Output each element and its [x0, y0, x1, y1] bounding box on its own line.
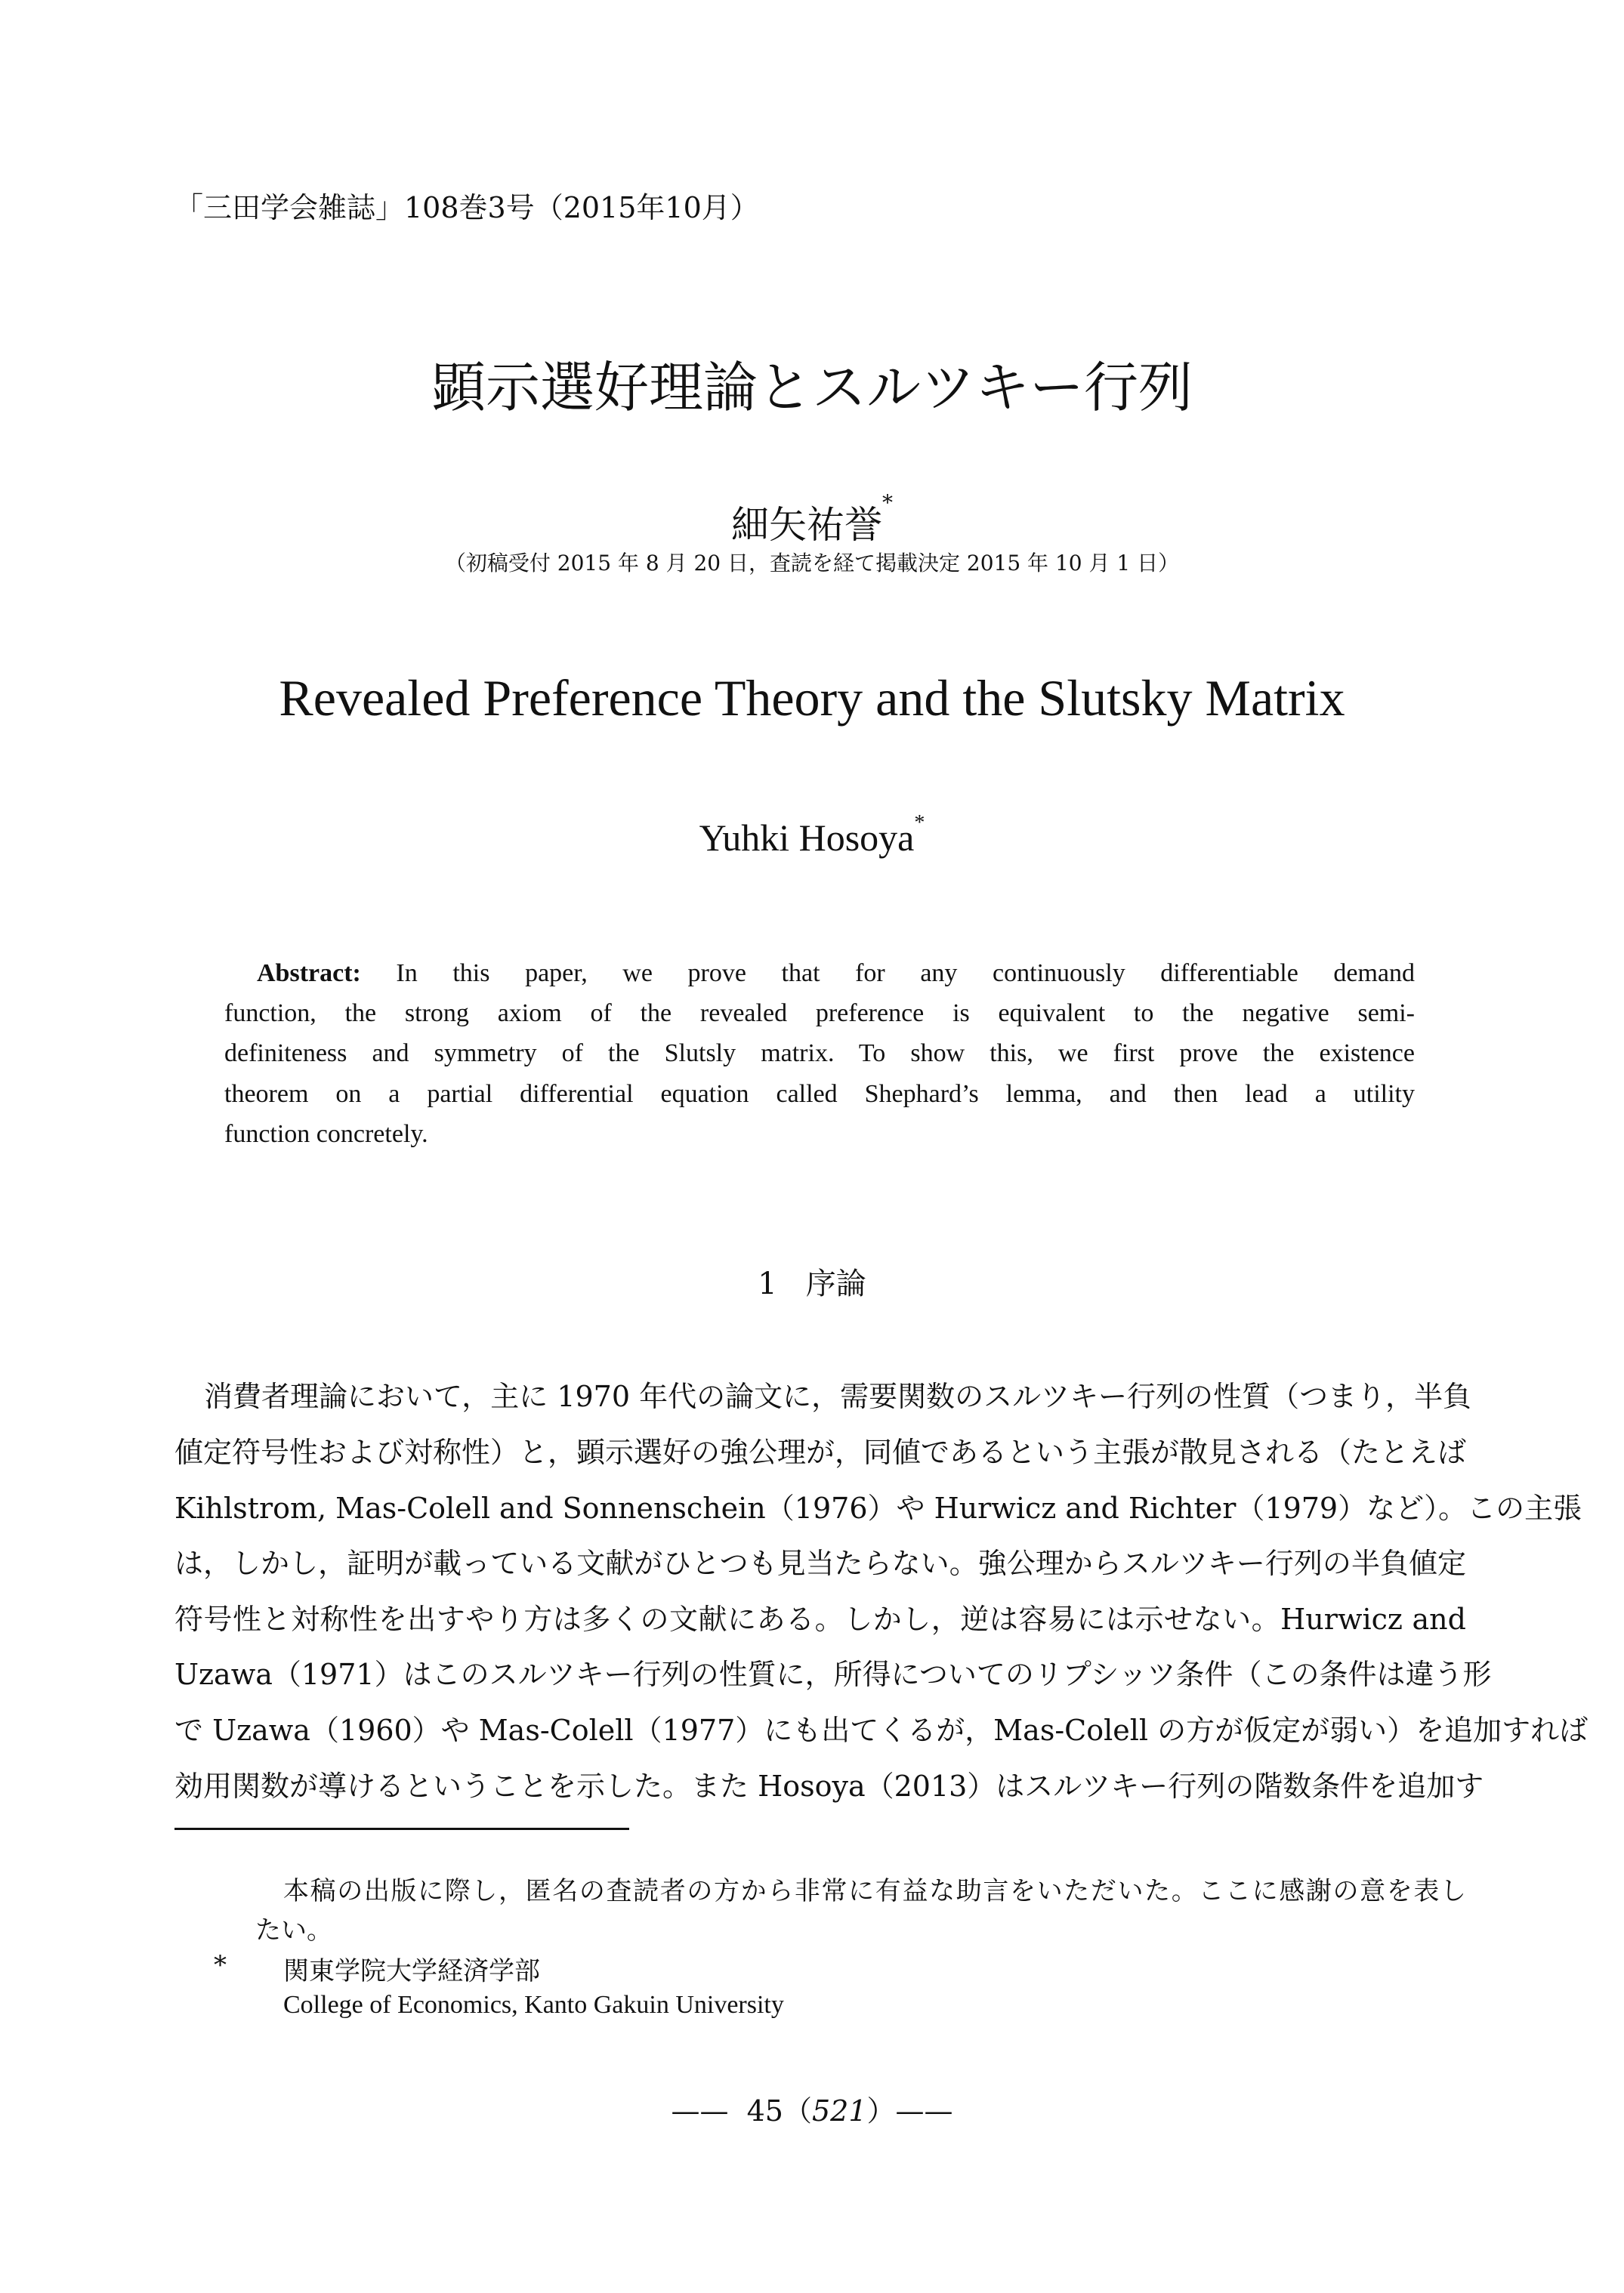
abstract-label: Abstract: — [257, 959, 361, 987]
author-ja-name: 細矢祐誉 — [731, 503, 882, 547]
abstract-line: Abstract: In this paper, we prove that for any continuously differentiable demand — [257, 959, 1415, 987]
author-mark: * — [882, 490, 893, 515]
body-line: 値定符号性および対称性）と，顕示選好の強公理が，同値であるという主張が散見される（たとえば — [174, 1436, 1467, 1469]
footnote-ack: 本稿の出版に際し，匿名の査読者の方から非常に有益な助言をいただいた。ここに感謝の意を表し — [283, 1876, 1466, 1906]
body-line: 消費者理論において，主に 1970 年代の論文に，需要関数のスルツキー行列の性質（つまり，半負 — [204, 1380, 1472, 1413]
body-line: Kihlstrom, Mas-Colell and Sonnenschein（1976）や Hurwicz and Richter（1979）など）。この主張 — [174, 1492, 1582, 1525]
body-line: は，しかし，証明が載っている文献がひとつも見当たらない。強公理からスルツキー行列の半負値定 — [174, 1547, 1466, 1580]
abstract-line: theorem on a partial differential equation called Shephard’s lemma, and then lead a utility — [224, 1080, 1415, 1108]
section-heading — [0, 1260, 1624, 1303]
body-line: で Uzawa（1960）や Mas-Colell（1977）にも出てくるが，Mas-Colell の方が仮定が弱い）を追加すれば — [174, 1714, 1588, 1747]
body-line: 効用関数が導けるということを示した。また Hosoya（2013）はスルツキー行列の階数条件を追加す — [174, 1770, 1484, 1803]
section-number: 1 — [758, 1267, 777, 1301]
journal-header: 「三田学会雑誌」108巻3号（2015年10月） — [174, 191, 759, 224]
page-total: 521 — [812, 2094, 867, 2128]
author-ja — [0, 490, 1624, 549]
footnote-affil-ja: 関東学院大学経済学部 — [283, 1956, 540, 1986]
footnote-mark: * — [214, 1950, 227, 1980]
received-note: （初稿受付 2015 年 8 月 20 日，査読を経て掲載決定 2015 年 10 月 1 日） — [444, 551, 1180, 576]
abstract-line: function concretely. — [224, 1120, 428, 1148]
footnote-rule — [174, 1828, 629, 1830]
footnote-ack-cont: たい。 — [255, 1915, 332, 1946]
body-line: Uzawa（1971）はこのスルツキー行列の性質に，所得についてのリプシッツ条件（この条件は違う形 — [174, 1658, 1492, 1691]
title-ja: 顕示選好理論とスルツキー行列 — [431, 356, 1193, 419]
page-num: 45 — [746, 2094, 783, 2128]
body-line: 符号性と対称性を出すやり方は多くの文献にある。しかし，逆は容易には示せない。Hurwicz and — [174, 1603, 1466, 1636]
page-number: —— 45（521）—— — [671, 2094, 953, 2128]
title-en: Revealed Preference Theory and the Slutsky Matrix — [279, 669, 1345, 727]
footnote-affil-en: College of Economics, Kanto Gakuin University — [283, 1991, 784, 2019]
author-en — [0, 811, 1624, 859]
abstract-line: function, the strong axiom of the revealed preference is equivalent to the negative semi- — [224, 999, 1415, 1027]
author-en-name: Yuhki Hosoya — [699, 816, 915, 859]
section-title: 序論 — [805, 1267, 866, 1301]
abstract-line: definiteness and symmetry of the Slutsly matrix. To show this, we first prove the existence — [224, 1039, 1415, 1067]
author-en-mark: * — [914, 811, 925, 835]
